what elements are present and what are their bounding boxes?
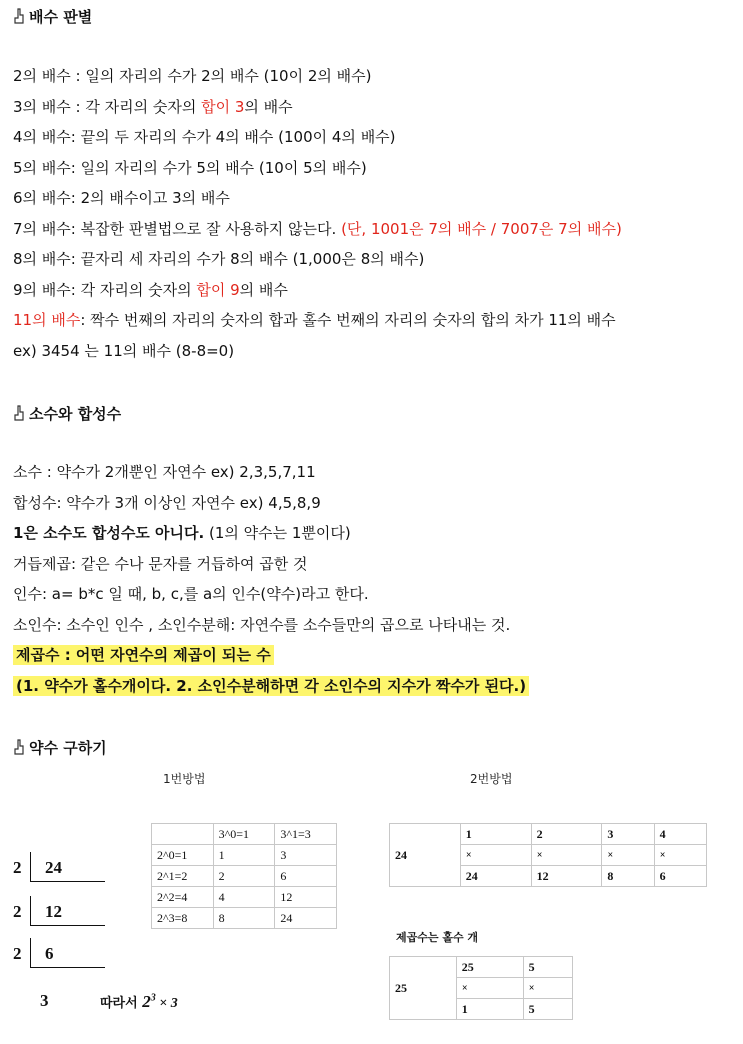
section2-line: [13, 644, 274, 665]
section2-line-segment: (1. 약수가 홀수개이다. 2. 소인수분해하면 각 소인수의 지수가 짝수가 된다.): [13, 676, 529, 696]
pointing-hand-icon: [13, 739, 26, 755]
section2-line: [13, 553, 307, 574]
section2-heading: [13, 403, 121, 424]
section1-line-segment: 합이 9: [196, 280, 240, 299]
section2-line-segment: 거듭제곱: 같은 수나 문자를 거듭하여 곱한 것: [13, 554, 308, 573]
table-cell: ×: [654, 845, 706, 866]
table-row: [152, 908, 337, 929]
conclusion-exponent: 3: [150, 992, 156, 1004]
division-bracket: [30, 896, 105, 926]
table-cell: 3: [602, 824, 654, 845]
table-label-cell: 24: [390, 824, 461, 887]
table-cell: 24: [460, 866, 531, 887]
table-cell: 2^0=1: [152, 845, 214, 866]
odd-count-note: 제곱수는 홀수 개: [396, 931, 479, 944]
section1-line-segment: : 짝수 번째의 자리의 숫자의 합과 홀수 번째의 자리의 숫자의 합의 차가 11의 배수: [80, 311, 616, 329]
table-cell: 4: [654, 824, 706, 845]
section1-line: [13, 126, 396, 147]
section1-line-segment: ex) 3454 는 11의 배수 (8-8=0): [13, 341, 235, 360]
division-dividend: 6: [45, 944, 54, 963]
table-cell: 12: [275, 887, 337, 908]
table-label-cell: 25: [390, 957, 457, 1020]
section1-line: [13, 248, 424, 269]
table-cell: ×: [523, 978, 572, 999]
table-row: [152, 824, 337, 845]
table-cell: 3^0=1: [213, 824, 275, 845]
section1-line-segment: (단, 1001은 7의 배수 / 7007은 7의 배수): [341, 219, 622, 238]
table-row: [152, 845, 337, 866]
section1-line-segment: 4의 배수: 끝의 두 자리의 수가 4의 배수 (100이 4의 배수): [13, 128, 396, 146]
table-cell: 1: [213, 845, 275, 866]
table-cell: 2: [531, 824, 602, 845]
division-bracket: [30, 938, 105, 968]
table-cell: 8: [213, 908, 275, 929]
table-cell: 2: [213, 866, 275, 887]
table-cell: ×: [531, 845, 602, 866]
table-cell: ×: [460, 845, 531, 866]
section1-line: [13, 96, 293, 117]
table-cell: 6: [275, 866, 337, 887]
table-cell: 1: [456, 999, 523, 1020]
table-cell: 12: [531, 866, 602, 887]
division-divisor: 2: [13, 902, 22, 921]
section1-line-segment: 2의 배수 : 일의 자리의 수가 2의 배수 (10이 2의 배수): [13, 67, 372, 85]
table-cell: [152, 824, 214, 845]
table-cell: 5: [523, 957, 572, 978]
division-dividend: 12: [45, 902, 62, 921]
section1-line-segment: 5의 배수: 일의 자리의 수가 5의 배수 (10이 5의 배수): [13, 158, 367, 177]
section1-line-segment: 7의 배수: 복잡한 판별법으로 잘 사용하지 않는다.: [13, 219, 342, 238]
table-cell: 1: [460, 824, 531, 845]
table-row: [152, 887, 337, 908]
table-cell: 2^1=2: [152, 866, 214, 887]
section3-heading: [13, 737, 107, 758]
table-cell: ×: [602, 845, 654, 866]
table-cell: 8: [602, 866, 654, 887]
section1-heading: [13, 6, 92, 27]
section2-title: 소수와 합성수: [29, 405, 122, 423]
table-row: [390, 824, 707, 845]
section2-line-segment: 제곱수 : 어떤 자연수의 제곱이 되는 수: [13, 645, 274, 665]
section1-line-segment: 3의 배수 : 각 자리의 숫자의: [13, 97, 202, 116]
table-cell: 6: [654, 866, 706, 887]
table-cell: ×: [456, 978, 523, 999]
section1-line: [13, 187, 230, 208]
section2-line-segment: 인수: a= b*c 일 때, b, c,를 a의 인수(약수)라고 한다.: [13, 585, 369, 603]
section2-line-segment: 1은 소수도 합성수도 아니다.: [13, 524, 205, 542]
section1-line-segment: 의 배수: [244, 97, 293, 116]
division-bracket: [30, 852, 105, 882]
divisor-pair-table-24: [389, 823, 707, 887]
section1-line-segment: 의 배수: [239, 280, 288, 299]
table-row: [152, 866, 337, 887]
table-cell: 25: [456, 957, 523, 978]
section1-line: [13, 279, 288, 300]
section2-line-segment: (1의 약수는 1뿐이다): [204, 524, 351, 542]
table-cell: 3^1=3: [275, 824, 337, 845]
method1-label: 1번방법: [163, 772, 206, 786]
method2-label: 2번방법: [470, 772, 513, 786]
section1-line-segment: 6의 배수: 2의 배수이고 3의 배수: [13, 189, 230, 207]
section1-line: [13, 65, 372, 86]
table-cell: 2^3=8: [152, 908, 214, 929]
section1-line: [13, 157, 367, 178]
section2-line: [13, 492, 321, 513]
section2-line: [13, 583, 369, 604]
section1-line: [13, 218, 622, 239]
table-cell: 4: [213, 887, 275, 908]
section2-line: [13, 522, 351, 543]
conclusion-base: 2: [142, 992, 151, 1011]
section1-line-segment: 9의 배수: 각 자리의 숫자의: [13, 280, 197, 299]
division-divisor: 2: [13, 858, 22, 877]
division-dividend: 24: [45, 858, 62, 877]
conclusion-tail: × 3: [155, 996, 178, 1011]
section1-line: [13, 340, 234, 361]
table-cell: 24: [275, 908, 337, 929]
division-remainder: 3: [40, 991, 49, 1010]
section2-line: [13, 461, 316, 482]
section2-line-segment: 소인수: 소수인 인수 , 소인수분해: 자연수를 소수들만의 곱으로 나타내는 것.: [13, 615, 511, 634]
section1-line-segment: 8의 배수: 끝자리 세 자리의 수가 8의 배수 (1,000은 8의 배수): [13, 250, 425, 268]
section2-line: [13, 675, 529, 696]
section3-title: 약수 구하기: [29, 739, 107, 757]
division-divisor: 2: [13, 944, 22, 963]
table-cell: 3: [275, 845, 337, 866]
pointing-hand-icon: [13, 405, 26, 421]
divisor-table-method1: [151, 823, 337, 929]
section2-line-segment: 소수 : 약수가 2개뿐인 자연수 ex) 2,3,5,7,11: [13, 463, 316, 481]
conclusion-expression: [142, 992, 177, 1011]
division-conclusion: [100, 992, 178, 1012]
section1-title: 배수 판별: [29, 8, 93, 26]
section2-line-segment: 합성수: 약수가 3개 이상인 자연수 ex) 4,5,8,9: [13, 493, 321, 512]
table-cell: 2^2=4: [152, 887, 214, 908]
section1-line-segment: 합이 3: [201, 97, 245, 116]
conclusion-prefix: 따라서: [100, 996, 138, 1011]
table-row: [390, 957, 573, 978]
section2-line: [13, 614, 510, 635]
divisor-pair-table-25: [389, 956, 573, 1020]
section1-line: [13, 309, 616, 330]
section1-line-segment: 11의 배수: [13, 311, 81, 329]
pointing-hand-icon: [13, 8, 26, 24]
table-cell: 5: [523, 999, 572, 1020]
